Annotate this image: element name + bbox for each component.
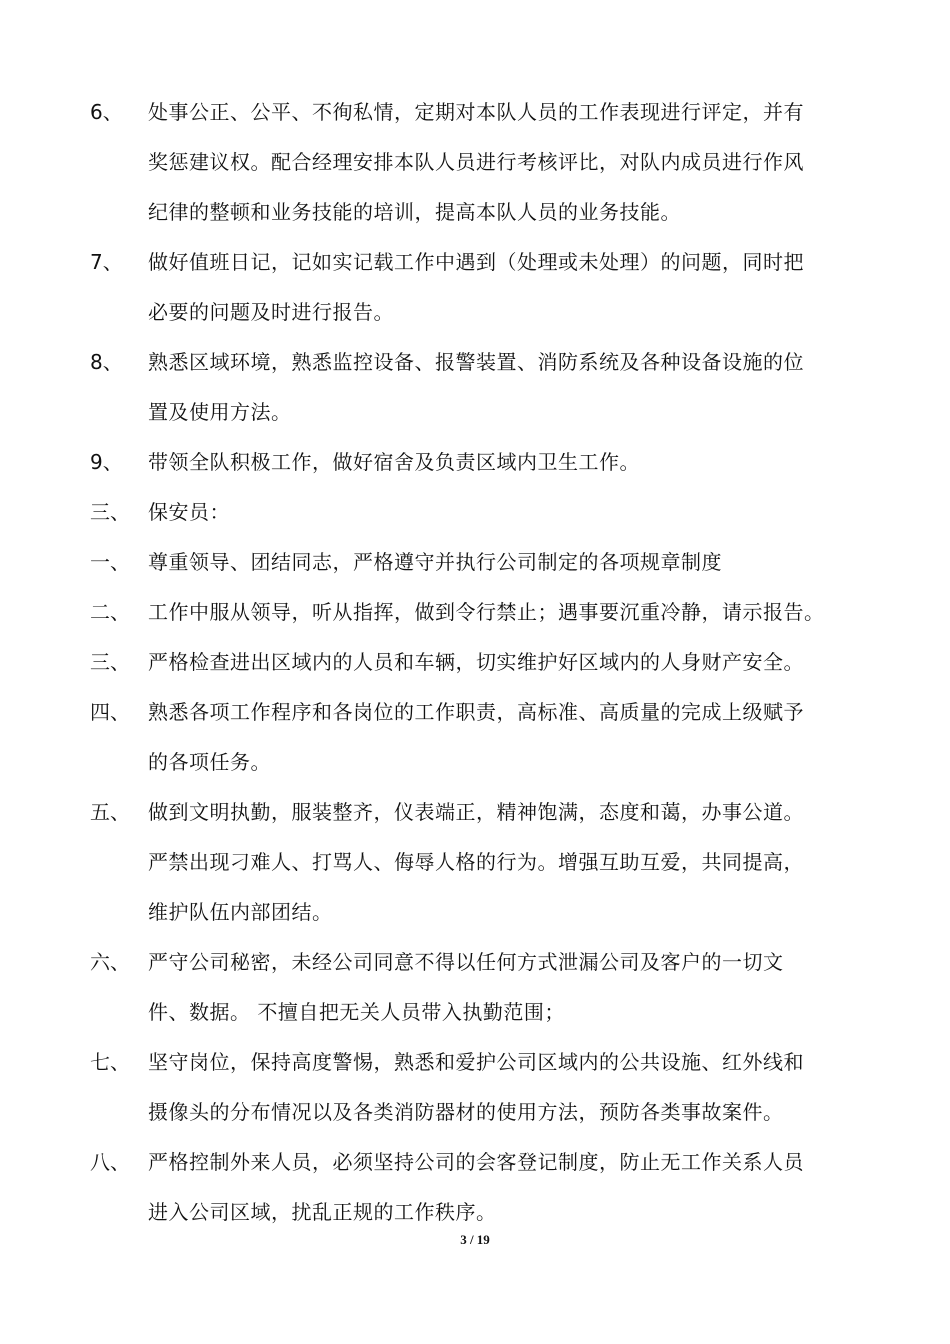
item-text-line: 进入公司区域，扰乱正规的工作秩序。 — [148, 1200, 497, 1224]
item-text — [148, 937, 862, 1037]
item-number: 6、 — [90, 100, 123, 124]
item-text — [148, 87, 862, 237]
item-text — [148, 337, 862, 437]
item-text — [148, 1137, 862, 1237]
item-text-line: 摄像头的分布情况以及各类消防器材的使用方法，预防各类事故案件。 — [148, 1100, 784, 1124]
item-number: 二、 — [90, 600, 130, 624]
item-text — [148, 637, 862, 687]
item-text-line: 纪律的整顿和业务技能的培训，提高本队人员的业务技能。 — [148, 200, 681, 224]
item-text — [148, 587, 862, 637]
item-text-line: 熟悉区域环境，熟悉监控设备、报警装置、消防系统及各种设备设施的位 — [148, 350, 804, 374]
item-text — [148, 687, 862, 787]
item-text — [148, 537, 862, 587]
item-text-line: 带领全队积极工作，做好宿舍及负责区域内卫生工作。 — [148, 450, 640, 474]
item-text-line: 严格检查进出区域内的人员和车辆，切实维护好区域内的人身财产安全。 — [148, 650, 804, 674]
item-text — [148, 437, 862, 487]
item-text — [148, 1037, 862, 1137]
item-text-line: 维护队伍内部团结。 — [148, 900, 333, 924]
page-number: 3 / 19 — [460, 1232, 490, 1247]
item-text-line: 件、数据。 不擅自把无关人员带入执勤范围； — [148, 1000, 565, 1024]
item-text-line: 严格控制外来人员，必须坚持公司的会客登记制度，防止无工作关系人员 — [148, 1150, 804, 1174]
item-text-line: 尊重领导、团结同志，严格遵守并执行公司制定的各项规章制度 — [148, 550, 722, 574]
item-text-line: 处事公正、公平、不徇私情，定期对本队人员的工作表现进行评定，并有 — [148, 100, 804, 124]
item-text-line: 的各项任务。 — [148, 750, 271, 774]
item-number: 三、 — [90, 650, 130, 674]
item-text-line: 做到文明执勤，服装整齐，仪表端正，精神饱满，态度和蔼，办事公道。 — [148, 800, 804, 824]
item-text-line: 坚守岗位，保持高度警惕，熟悉和爱护公司区域内的公共设施、红外线和 — [148, 1050, 804, 1074]
item-text-line: 工作中服从领导，听从指挥，做到令行禁止；遇事要沉重冷静，请示报告。 — [148, 600, 825, 624]
item-text-line: 熟悉各项工作程序和各岗位的工作职责，高标准、高质量的完成上级赋予 — [148, 700, 804, 724]
item-text-line: 必要的问题及时进行报告。 — [148, 300, 394, 324]
item-number: 五、 — [90, 800, 130, 824]
item-text-line: 奖惩建议权。配合经理安排本队人员进行考核评比，对队内成员进行作风 — [148, 150, 804, 174]
item-text-line: 做好值班日记，记如实记载工作中遇到（处理或未处理）的问题，同时把 — [148, 250, 804, 274]
item-number: 9、 — [90, 450, 123, 474]
item-number: 三、 — [90, 500, 130, 524]
item-text-line: 置及使用方法。 — [148, 400, 292, 424]
item-text-line: 严守公司秘密，未经公司同意不得以任何方式泄漏公司及客户的一切文 — [148, 950, 784, 974]
item-number: 一、 — [90, 550, 130, 574]
item-text-line: 保安员： — [148, 500, 230, 524]
item-number: 六、 — [90, 950, 130, 974]
item-text-line: 严禁出现刁难人、打骂人、侮辱人格的行为。增强互助互爱，共同提高， — [148, 850, 804, 874]
item-number: 8、 — [90, 350, 123, 374]
item-text — [148, 237, 862, 337]
item-number: 八、 — [90, 1150, 130, 1174]
item-number: 四、 — [90, 700, 130, 724]
item-text — [148, 487, 862, 537]
item-number: 七、 — [90, 1050, 130, 1074]
item-number: 7、 — [90, 250, 123, 274]
item-text — [148, 787, 862, 937]
